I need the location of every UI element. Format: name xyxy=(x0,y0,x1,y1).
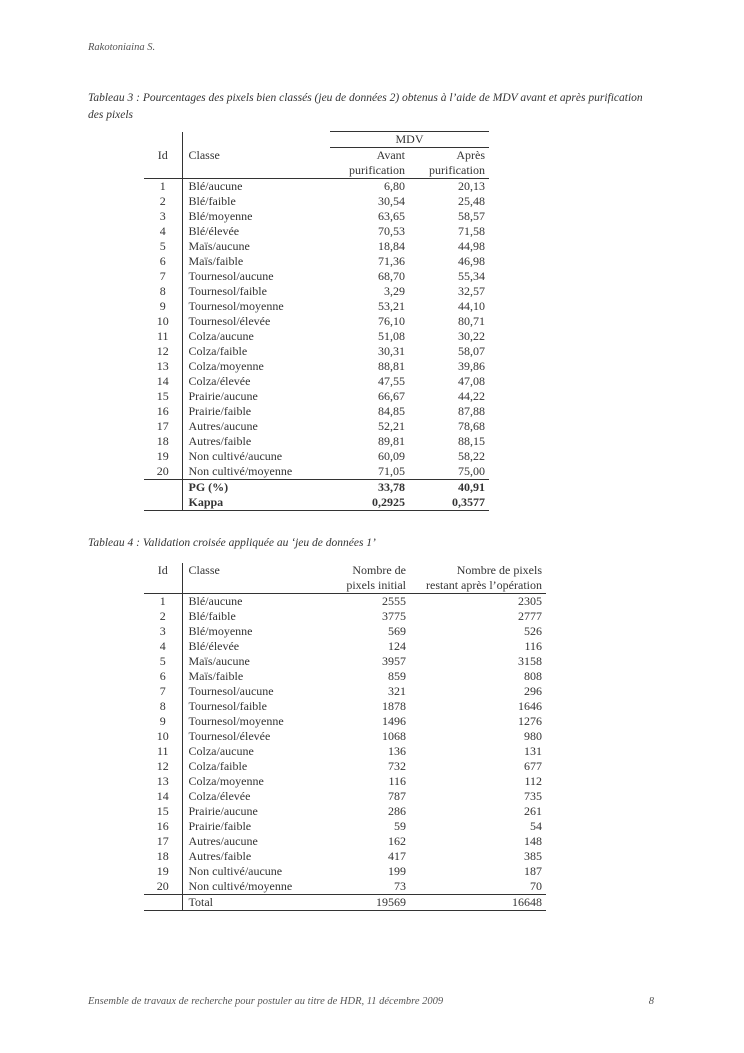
table4-cell-classe: Maïs/faible xyxy=(188,669,244,683)
table-row xyxy=(144,594,546,610)
table4-cell-classe: Non cultivé/aucune xyxy=(188,864,283,878)
table3-col-class: Classe xyxy=(188,147,220,162)
table4-cell-classe: Tournesol/aucune xyxy=(188,684,274,698)
table3-cell-apres: 44,98 xyxy=(458,239,485,253)
table4-cell-restant: 116 xyxy=(524,639,542,653)
table3-cell-avant: 53,21 xyxy=(378,299,405,313)
table-row xyxy=(144,639,546,654)
table3-cell-avant: 60,09 xyxy=(378,449,405,463)
table4-cell-restant: 677 xyxy=(524,759,542,773)
table3-cell-id: 2 xyxy=(144,194,182,209)
table4-cell-id: 9 xyxy=(144,714,182,729)
table4-cell-restant: 54 xyxy=(530,819,542,833)
table4-cell-id: 7 xyxy=(144,684,182,699)
table4-cell-restant: 1646 xyxy=(518,699,542,713)
table4-cell-initial: 1068 xyxy=(382,729,406,743)
table3-cell-id: 17 xyxy=(144,419,182,434)
table4-cell-id: 5 xyxy=(144,654,182,669)
table3-cell-classe: Blé/faible xyxy=(188,194,236,208)
table3-cell-avant: 66,67 xyxy=(378,389,405,403)
table4-cell-id: 19 xyxy=(144,864,182,879)
table4-cell-classe: Colza/moyenne xyxy=(188,774,264,788)
table3-pg-before: 33,78 xyxy=(330,480,409,496)
table4-cell-id: 20 xyxy=(144,879,182,895)
table3-cell-id: 11 xyxy=(144,329,182,344)
table3-cell-apres: 55,34 xyxy=(458,269,485,283)
table3-cell-classe: Colza/faible xyxy=(188,344,248,358)
table3-cell-avant: 89,81 xyxy=(378,434,405,448)
table4-cell-id: 2 xyxy=(144,609,182,624)
table-row xyxy=(144,879,546,895)
table3-cell-apres: 20,13 xyxy=(409,179,489,195)
table4-cell-classe: Colza/élevée xyxy=(188,789,251,803)
table4-cell-restant: 112 xyxy=(524,774,542,788)
table-row xyxy=(144,789,546,804)
table-row xyxy=(144,284,489,299)
table3-cell-id: 1 xyxy=(144,179,182,195)
table4-cell-initial: 569 xyxy=(388,624,406,638)
table4-cell-initial: 321 xyxy=(388,684,406,698)
table3-cell-id: 3 xyxy=(144,209,182,224)
table4-cell-classe: Tournesol/faible xyxy=(188,699,267,713)
table3-cell-apres: 78,68 xyxy=(458,419,485,433)
table3-cell-classe: Colza/moyenne xyxy=(188,359,264,373)
table4-cell-id: 15 xyxy=(144,804,182,819)
table-row xyxy=(144,239,489,254)
table4-cell-initial: 3775 xyxy=(382,609,406,623)
table4-cell-classe: Autres/aucune xyxy=(188,834,258,848)
table3-col-after-line1: Après xyxy=(456,148,485,162)
table4-col-initial-line2: pixels initial xyxy=(346,578,406,592)
table3-cell-classe: Maïs/aucune xyxy=(188,239,250,253)
table3-cell-id: 10 xyxy=(144,314,182,329)
table4-cell-restant: 187 xyxy=(524,864,542,878)
table4-cell-classe: Colza/aucune xyxy=(188,744,254,758)
table3-caption: Tableau 3 : Pourcentages des pixels bien classés (jeu de données 2) obtenus à l’aide de MDV avant et après purification des pixels xyxy=(88,92,643,121)
table4-cell-restant: 3158 xyxy=(518,654,542,668)
table-row xyxy=(144,419,489,434)
table4-cell-restant: 1276 xyxy=(518,714,542,728)
table4-cell-restant: 980 xyxy=(524,729,542,743)
table-row xyxy=(144,299,489,314)
table3-cell-avant: 68,70 xyxy=(378,269,405,283)
table3-cell-apres: 44,10 xyxy=(458,299,485,313)
table3-cell-classe: Blé/aucune xyxy=(182,179,330,195)
table3-cell-classe: Autres/aucune xyxy=(188,419,258,433)
table3-cell-id: 5 xyxy=(144,239,182,254)
page-header-author: Rakotoniaina S. xyxy=(88,42,156,53)
table3-cell-avant: 3,29 xyxy=(384,284,405,298)
table4-caption: Tableau 4 : Validation croisée appliquée au ‘jeu de données 1’ xyxy=(88,537,376,549)
table-row xyxy=(144,804,546,819)
table4-cell-restant: 296 xyxy=(524,684,542,698)
page-number: 8 xyxy=(648,996,654,1007)
table3-pg-label: PG (%) xyxy=(182,480,330,496)
table3-cell-avant: 30,54 xyxy=(378,194,405,208)
table4-cell-id: 10 xyxy=(144,729,182,744)
table3-cell-classe: Blé/élevée xyxy=(188,224,240,238)
table4-cell-initial: 116 xyxy=(388,774,406,788)
table3-cell-id: 9 xyxy=(144,299,182,314)
table4 xyxy=(144,563,546,911)
table4-cell-id: 16 xyxy=(144,819,182,834)
table-row xyxy=(144,194,489,209)
table4-cell-classe: Prairie/aucune xyxy=(188,804,258,818)
table-row xyxy=(144,434,489,449)
table3-cell-apres: 46,98 xyxy=(458,254,485,268)
table-row xyxy=(144,744,546,759)
table-row xyxy=(144,359,489,374)
table3-cell-avant: 30,31 xyxy=(378,344,405,358)
table3-cell-avant: 63,65 xyxy=(378,209,405,223)
table-row xyxy=(144,209,489,224)
table-row xyxy=(144,344,489,359)
table3-cell-avant: 84,85 xyxy=(378,404,405,418)
table3-cell-apres: 87,88 xyxy=(458,404,485,418)
table3-cell-classe: Maïs/faible xyxy=(188,254,244,268)
table3-cell-apres: 88,15 xyxy=(458,434,485,448)
table3-pg-after: 40,91 xyxy=(409,480,489,496)
table-row xyxy=(144,314,489,329)
table3-cell-avant: 88,81 xyxy=(378,359,405,373)
table-row xyxy=(144,254,489,269)
table3-kappa-label: Kappa xyxy=(182,495,330,511)
table4-cell-restant: 808 xyxy=(524,669,542,683)
table3-col-id: Id xyxy=(144,148,182,164)
table4-cell-restant: 385 xyxy=(524,849,542,863)
table3-cell-classe: Prairie/aucune xyxy=(188,389,258,403)
table4-col-id: Id xyxy=(144,563,182,578)
table3-cell-id: 7 xyxy=(144,269,182,284)
table3-cell-id: 18 xyxy=(144,434,182,449)
table3-cell-apres: 75,00 xyxy=(458,464,485,478)
table3-cell-avant: 18,84 xyxy=(378,239,405,253)
table4-cell-initial: 136 xyxy=(388,744,406,758)
table4-cell-initial: 59 xyxy=(394,819,406,833)
table4-cell-id: 12 xyxy=(144,759,182,774)
table3-cell-classe: Colza/aucune xyxy=(188,329,254,343)
table-row xyxy=(144,624,546,639)
table4-cell-classe: Autres/faible xyxy=(188,849,252,863)
table3-group-header: MDV xyxy=(330,132,489,148)
table4-cell-id: 17 xyxy=(144,834,182,849)
table4-cell-id: 6 xyxy=(144,669,182,684)
table-row xyxy=(144,404,489,419)
table3-cell-apres: 44,22 xyxy=(458,389,485,403)
table4-cell-initial: 859 xyxy=(388,669,406,683)
table4-col-initial-line1: Nombre de xyxy=(352,563,406,577)
page-footer xyxy=(88,996,654,1007)
table-row xyxy=(144,389,489,404)
table-row xyxy=(144,834,546,849)
table3-cell-avant: 52,21 xyxy=(378,419,405,433)
table-row xyxy=(144,669,546,684)
table4-cell-id: 18 xyxy=(144,849,182,864)
table4-col-remaining-line2: restant après l’opération xyxy=(426,578,542,592)
table3-cell-id: 4 xyxy=(144,224,182,239)
table3-col-before-line2: purification xyxy=(349,163,405,177)
table-row xyxy=(144,224,489,239)
table4-cell-restant: 131 xyxy=(524,744,542,758)
table3-cell-avant: 76,10 xyxy=(378,314,405,328)
table3-cell-classe: Tournesol/faible xyxy=(188,284,267,298)
table4-cell-restant: 70 xyxy=(530,879,542,893)
table4-cell-initial: 124 xyxy=(388,639,406,653)
table3-cell-apres: 80,71 xyxy=(458,314,485,328)
table3-col-before-line1: Avant xyxy=(376,148,405,162)
table3-cell-id: 20 xyxy=(144,464,182,480)
table3-cell-id: 19 xyxy=(144,449,182,464)
table-row xyxy=(144,774,546,789)
table3-cell-avant: 71,05 xyxy=(378,464,405,478)
table4-cell-initial: 1878 xyxy=(382,699,406,713)
table4-cell-restant: 526 xyxy=(524,624,542,638)
table4-col-class: Classe xyxy=(188,563,220,577)
table-row xyxy=(144,849,546,864)
table4-cell-initial: 286 xyxy=(388,804,406,818)
table4-cell-restant: 2305 xyxy=(410,594,546,610)
table4-cell-classe: Prairie/faible xyxy=(188,819,252,833)
table4-cell-initial: 73 xyxy=(394,879,406,893)
table3-cell-classe: Colza/élevée xyxy=(188,374,251,388)
table-row xyxy=(144,269,489,284)
table3-cell-apres: 47,08 xyxy=(458,374,485,388)
table4-cell-restant: 2777 xyxy=(518,609,542,623)
table-row xyxy=(144,729,546,744)
table4-cell-initial: 417 xyxy=(388,849,406,863)
table4-cell-classe: Tournesol/élevée xyxy=(188,729,271,743)
table3-cell-classe: Non cultivé/aucune xyxy=(188,449,283,463)
table-row xyxy=(144,684,546,699)
table3-cell-classe: Tournesol/élevée xyxy=(188,314,271,328)
table4-col-remaining-line1: Nombre de pixels xyxy=(456,563,542,577)
table4-cell-classe: Blé/moyenne xyxy=(188,624,253,638)
table4-cell-classe: Blé/élevée xyxy=(188,639,240,653)
table3-cell-classe: Tournesol/moyenne xyxy=(188,299,284,313)
table4-total-initial: 19569 xyxy=(330,895,410,911)
table4-cell-restant: 148 xyxy=(524,834,542,848)
table4-total-remaining: 16648 xyxy=(410,895,546,911)
table4-cell-initial: 162 xyxy=(388,834,406,848)
table4-cell-initial: 732 xyxy=(388,759,406,773)
table-row xyxy=(144,819,546,834)
table3-cell-id: 16 xyxy=(144,404,182,419)
table4-cell-id: 8 xyxy=(144,699,182,714)
table-row xyxy=(144,449,489,464)
table3-cell-apres: 30,22 xyxy=(458,329,485,343)
table3-cell-id: 14 xyxy=(144,374,182,389)
table3-col-after-line2: purification xyxy=(429,163,485,177)
table3-cell-avant: 6,80 xyxy=(330,179,409,195)
table3-cell-apres: 58,22 xyxy=(458,449,485,463)
table3-cell-id: 6 xyxy=(144,254,182,269)
table4-cell-id: 14 xyxy=(144,789,182,804)
table3-cell-apres: 71,58 xyxy=(458,224,485,238)
table-row xyxy=(144,864,546,879)
table3 xyxy=(144,131,489,511)
table4-cell-initial: 787 xyxy=(388,789,406,803)
table4-cell-classe: Blé/aucune xyxy=(182,594,330,610)
table4-cell-classe: Non cultivé/moyenne xyxy=(188,879,293,893)
table4-cell-id: 3 xyxy=(144,624,182,639)
table3-cell-apres: 25,48 xyxy=(458,194,485,208)
table-row xyxy=(144,609,546,624)
table3-cell-classe: Prairie/faible xyxy=(188,404,252,418)
table3-cell-classe: Blé/moyenne xyxy=(188,209,253,223)
table3-cell-avant: 51,08 xyxy=(378,329,405,343)
table-row xyxy=(144,179,489,195)
table4-cell-initial: 2555 xyxy=(330,594,410,610)
table-row xyxy=(144,714,546,729)
table3-cell-apres: 39,86 xyxy=(458,359,485,373)
table-row xyxy=(144,464,489,480)
table4-cell-id: 11 xyxy=(144,744,182,759)
table3-kappa-after: 0,3577 xyxy=(409,495,489,511)
table4-cell-id: 4 xyxy=(144,639,182,654)
table3-cell-id: 13 xyxy=(144,359,182,374)
table-row xyxy=(144,329,489,344)
table3-cell-id: 8 xyxy=(144,284,182,299)
table3-kappa-before: 0,2925 xyxy=(330,495,409,511)
table-row xyxy=(144,759,546,774)
table4-cell-initial: 199 xyxy=(388,864,406,878)
table3-cell-id: 15 xyxy=(144,389,182,404)
footer-text: Ensemble de travaux de recherche pour postuler au titre de HDR, 11 décembre 2009 xyxy=(88,996,444,1007)
table4-cell-classe: Blé/faible xyxy=(188,609,236,623)
table3-cell-apres: 58,57 xyxy=(458,209,485,223)
table3-cell-avant: 70,53 xyxy=(378,224,405,238)
table3-cell-id: 12 xyxy=(144,344,182,359)
table4-cell-classe: Colza/faible xyxy=(188,759,248,773)
table-row xyxy=(144,374,489,389)
table4-cell-initial: 3957 xyxy=(382,654,406,668)
table3-cell-apres: 32,57 xyxy=(458,284,485,298)
table4-cell-classe: Maïs/aucune xyxy=(188,654,250,668)
table4-cell-id: 13 xyxy=(144,774,182,789)
table3-cell-classe: Non cultivé/moyenne xyxy=(188,464,293,478)
table4-cell-id: 1 xyxy=(144,594,182,610)
table3-cell-classe: Autres/faible xyxy=(188,434,252,448)
table3-cell-avant: 47,55 xyxy=(378,374,405,388)
table4-cell-restant: 735 xyxy=(524,789,542,803)
table3-cell-apres: 58,07 xyxy=(458,344,485,358)
table-row xyxy=(144,654,546,669)
table4-total-label: Total xyxy=(182,895,330,911)
table4-cell-classe: Tournesol/moyenne xyxy=(188,714,284,728)
table3-cell-avant: 71,36 xyxy=(378,254,405,268)
table4-cell-restant: 261 xyxy=(524,804,542,818)
table3-cell-classe: Tournesol/aucune xyxy=(188,269,274,283)
table-row xyxy=(144,699,546,714)
table4-cell-initial: 1496 xyxy=(382,714,406,728)
